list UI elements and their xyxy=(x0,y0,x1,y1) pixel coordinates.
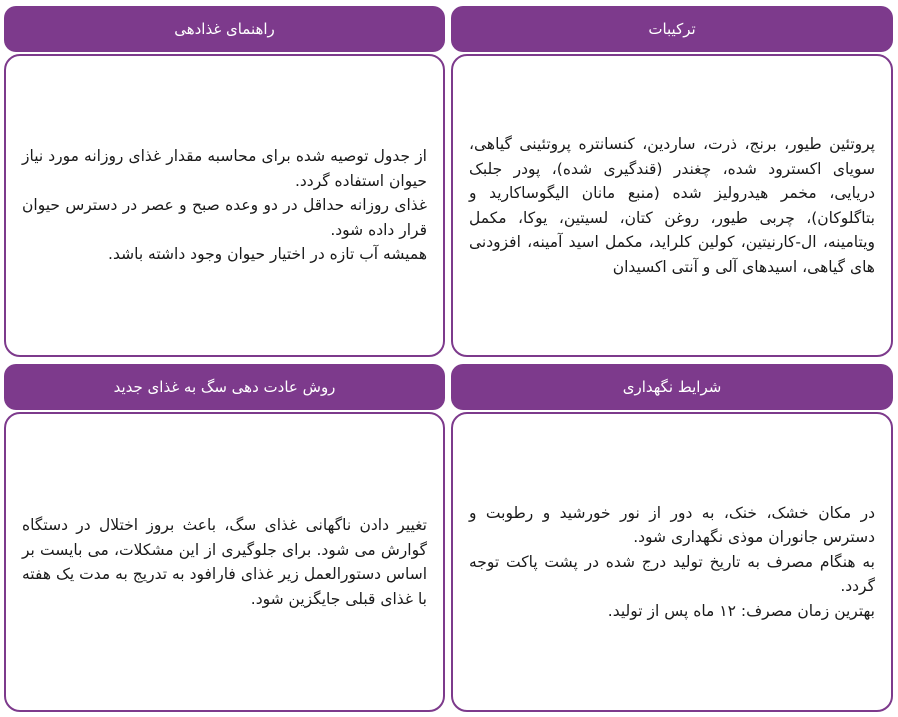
ingredients-title: ترکیبات xyxy=(648,20,696,38)
new-food-habit-title: روش عادت دهی سگ به غذای جدید xyxy=(113,378,336,396)
new-food-habit-text xyxy=(22,513,427,611)
storage-line: بهترین زمان مصرف: ۱۲ ماه پس از تولید. xyxy=(607,601,875,620)
storage-box xyxy=(451,412,893,712)
feeding-guide-line: غذای روزانه حداقل در دو وعده صبح و عصر در دسترس حیوان قرار داده شود. xyxy=(22,196,427,239)
storage-text xyxy=(469,501,875,624)
storage-title: شرایط نگهداری xyxy=(622,378,722,396)
new-food-habit-header xyxy=(4,364,445,410)
ingredients-box xyxy=(451,54,893,357)
feeding-guide-title: راهنمای غذادهی xyxy=(174,20,275,38)
new-food-habit-box xyxy=(4,412,445,712)
storage-line: به هنگام مصرف به تاریخ تولید درج شده در پشت پاکت توجه گردد. xyxy=(469,552,875,596)
ingredients-paragraph: پروتئین طیور، برنج، ذرت، ساردین، کنسانتره پروتئینی گیاهی، سویای اکسترود شده، چغندر (قندگیری شده)، پودر جلبک دریایی، مخمر هیدرولیز شده (منبع مانان الیگوساکارید و بتاگلوکان)، چربی طیور، روغن کتان، لسیتین، یوکا، مکمل ویتامینه، ال-کارنیتین، کولین کلراید، مکمل اسید آمینه، افزودنی های گیاهی، اسیدهای آلی و آنتی اکسیدان xyxy=(469,135,875,276)
storage-line: در مکان خشک، خنک، به دور از نور خورشید و رطوبت و دسترس جانوران موذی نگهداری شود. xyxy=(469,503,875,547)
feeding-guide-line: همیشه آب تازه در اختیار حیوان وجود داشته باشد. xyxy=(108,245,427,264)
feeding-guide-box xyxy=(4,54,445,357)
storage-header xyxy=(451,364,893,410)
new-food-habit-paragraph: تغییر دادن ناگهانی غذای سگ، باعث بروز اختلال در دستگاه گوارش می شود. برای جلوگیری از این مشکلات، می بایست بر اساس دستورالعمل زیر غذای فارافود به تدریج به مدت یک هفته با غذای قبلی جایگزین شود. xyxy=(22,516,427,608)
feeding-guide-header xyxy=(4,6,445,52)
ingredients-header xyxy=(451,6,893,52)
feeding-guide-text xyxy=(22,144,427,267)
feeding-guide-line: از جدول توصیه شده برای محاسبه مقدار غذای روزانه مورد نیاز حیوان استفاده گردد. xyxy=(22,147,427,190)
ingredients-text xyxy=(469,132,875,279)
